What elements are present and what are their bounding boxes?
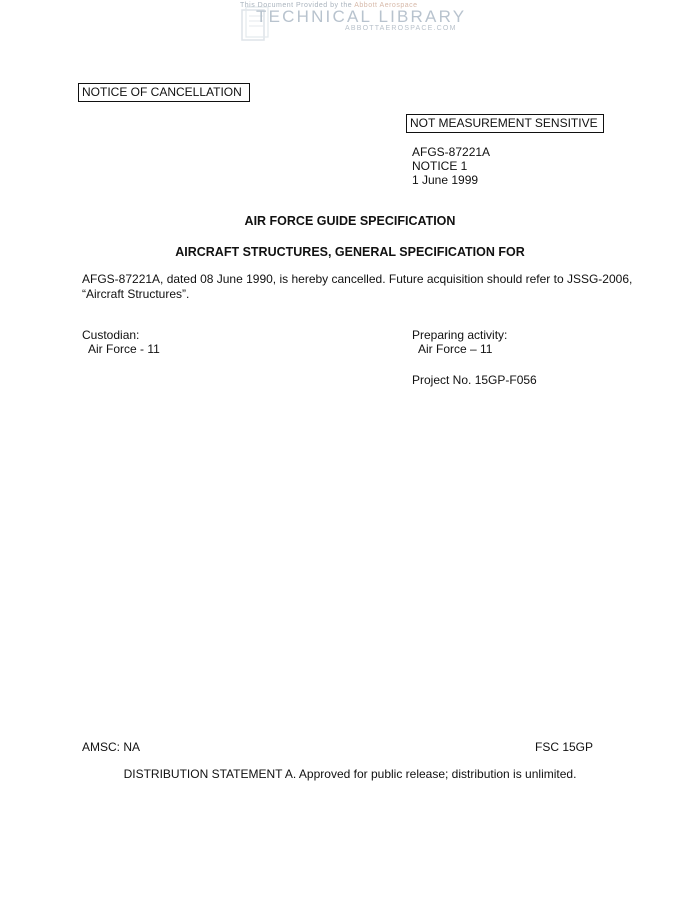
- measurement-sensitivity-box: NOT MEASUREMENT SENSITIVE: [406, 114, 604, 133]
- custodian-value: Air Force - 11: [88, 342, 160, 356]
- notice-number: NOTICE 1: [412, 159, 468, 173]
- watermark-title: TECHNICAL LIBRARY: [256, 7, 467, 26]
- preparing-activity-block: [412, 328, 507, 356]
- preparing-activity-label: Preparing activity:: [412, 328, 508, 342]
- cancellation-line-1: AFGS-87221A, dated 08 June 1990, is hereby cancelled. Future acquisition should refer to JSSG-2006,: [82, 272, 633, 286]
- preparing-activity-value: Air Force – 11: [418, 342, 493, 356]
- document-title: AIRCRAFT STRUCTURES, GENERAL SPECIFICATION FOR: [175, 245, 525, 259]
- notice-date: 1 June 1999: [412, 173, 479, 187]
- fsc-code: FSC 15GP: [535, 740, 594, 754]
- cancellation-paragraph: [82, 272, 632, 302]
- document-number: AFGS-87221A: [412, 145, 491, 159]
- watermark-provider-text: This Document Provided by the: [240, 2, 353, 9]
- distribution-statement: DISTRIBUTION STATEMENT A. Approved for public release; distribution is unlimited.: [123, 767, 577, 781]
- watermark-url: ABBOTTAEROSPACE.COM: [345, 25, 457, 32]
- spec-type-heading: AIR FORCE GUIDE SPECIFICATION: [244, 214, 456, 228]
- notice-of-cancellation-box: NOTICE OF CANCELLATION: [78, 83, 250, 102]
- amsc-code: AMSC: NA: [82, 740, 141, 754]
- watermark-brand-text: Abbott Aerospace: [354, 2, 418, 9]
- custodian-block: [82, 328, 160, 356]
- cancellation-line-2: “Aircraft Structures”.: [82, 287, 190, 301]
- custodian-label: Custodian:: [82, 328, 140, 342]
- document-identification: [412, 145, 490, 187]
- project-number: Project No. 15GP-F056: [412, 373, 537, 387]
